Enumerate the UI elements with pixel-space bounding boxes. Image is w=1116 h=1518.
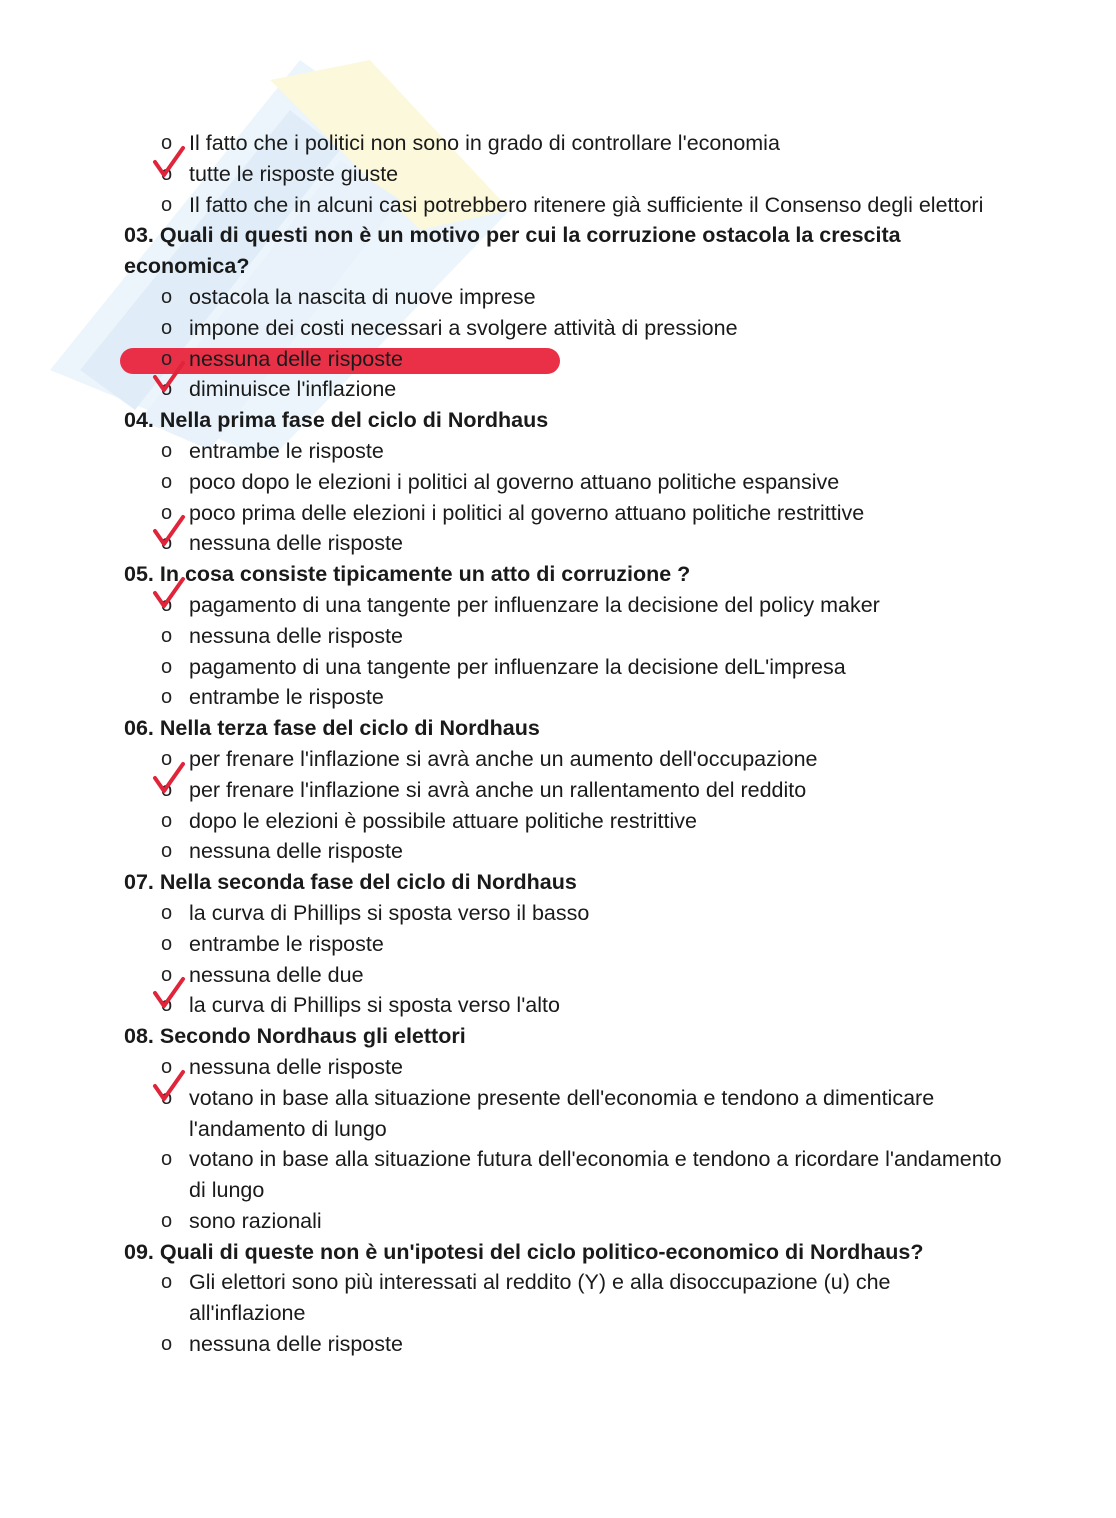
answer-option xyxy=(124,1329,1004,1360)
answer-option-text: votano in base alla situazione futura dell'economia e tendono a ricordare l'andamento di lungo xyxy=(189,1147,1002,1203)
answer-option-text: ostacola la nascita di nuove imprese xyxy=(189,284,536,309)
bullet-icon: o xyxy=(161,132,173,154)
checkmark-icon xyxy=(152,1069,186,1103)
question-heading: 06. Nella terza fase del ciclo di Nordhaus xyxy=(124,716,540,741)
answer-option xyxy=(124,374,1004,405)
answer-option-text: Il fatto che i politici non sono in grado di controllare l'economia xyxy=(189,131,780,155)
answer-option xyxy=(124,128,1004,159)
checkmark-icon xyxy=(152,761,186,795)
answer-option xyxy=(124,313,1004,344)
answer-option xyxy=(124,498,1004,529)
bullet-icon: o xyxy=(161,1086,173,1109)
checkmark-icon xyxy=(152,145,186,179)
bullet-icon: o xyxy=(161,901,173,924)
question-heading: 05. In cosa consiste tipicamente un atto di corruzione ? xyxy=(124,562,691,587)
bullet-icon: o xyxy=(161,655,173,678)
bullet-icon: o xyxy=(161,470,173,493)
bullet-icon: o xyxy=(161,1148,173,1171)
answer-option-text: pagamento di una tangente per influenzare la decisione del policy maker xyxy=(189,592,880,617)
answer-option xyxy=(124,344,1004,375)
answer-option xyxy=(124,806,1004,837)
bullet-icon: o xyxy=(161,378,173,401)
answer-option-text: nessuna delle risposte xyxy=(189,346,403,371)
answer-option-text: tutte le risposte giuste xyxy=(189,161,399,186)
checkmark-icon xyxy=(152,514,186,548)
bullet-icon: o xyxy=(161,501,173,524)
answer-option xyxy=(124,652,1004,683)
answer-option-text: per frenare l'inflazione si avrà anche un rallentamento del reddito xyxy=(189,777,807,802)
answer-option xyxy=(124,1083,1004,1145)
answer-option xyxy=(124,436,1004,467)
bullet-icon: o xyxy=(161,624,173,647)
answer-option xyxy=(124,1052,1004,1083)
bullet-icon: o xyxy=(161,1333,173,1356)
answer-option-text: votano in base alla situazione presente dell'economia e tendono a dimenticare l'andamento di lungo xyxy=(189,1085,935,1141)
bullet-icon: o xyxy=(161,593,173,616)
answer-option xyxy=(124,528,1004,559)
question-heading: 04. Nella prima fase del ciclo di Nordhaus xyxy=(124,408,549,433)
answer-option-text: diminuisce l'inflazione xyxy=(189,377,397,402)
answer-option-text: nessuna delle risposte xyxy=(189,839,403,864)
answer-option xyxy=(124,159,1004,190)
answer-option xyxy=(124,960,1004,991)
answer-option-text: sono razionali xyxy=(189,1208,322,1233)
bullet-icon: o xyxy=(161,686,173,709)
question-heading: 03. Quali di questi non è un motivo per cui la corruzione ostacola la crescita economica? xyxy=(124,223,901,279)
answer-option xyxy=(124,775,1004,806)
checkmark-icon xyxy=(152,576,186,610)
answer-option-text: per frenare l'inflazione si avrà anche un aumento dell'occupazione xyxy=(189,746,818,771)
answer-option-text: dopo le elezioni è possibile attuare politiche restrittive xyxy=(189,808,697,833)
bullet-icon: o xyxy=(161,193,173,216)
bullet-icon: o xyxy=(161,747,173,770)
question-heading: 08. Secondo Nordhaus gli elettori xyxy=(124,1024,466,1049)
answer-option xyxy=(124,1267,1004,1329)
bullet-icon: o xyxy=(161,994,173,1017)
answer-option xyxy=(124,898,1004,929)
bullet-icon: o xyxy=(161,316,173,339)
answer-option-text: impone dei costi necessari a svolgere attività di pressione xyxy=(189,315,738,340)
answer-option-text: entrambe le risposte xyxy=(189,438,384,463)
bullet-icon: o xyxy=(161,840,173,863)
bullet-icon: o xyxy=(161,347,173,370)
bullet-icon: o xyxy=(161,778,173,801)
bullet-icon: o xyxy=(161,162,173,185)
bullet-icon: o xyxy=(161,285,173,308)
answer-option xyxy=(124,1144,1004,1206)
answer-option-text: poco prima delle elezioni i politici al governo attuano politiche restrittive xyxy=(189,500,865,525)
document-page xyxy=(124,128,1004,1360)
answer-option-text: Gli elettori sono più interessati al reddito (Y) e alla disoccupazione (u) che all'inflazione xyxy=(189,1270,891,1326)
answer-option xyxy=(124,621,1004,652)
bullet-icon: o xyxy=(161,963,173,986)
answer-option-text: entrambe le risposte xyxy=(189,685,384,710)
answer-option-text: nessuna delle due xyxy=(189,962,364,987)
bullet-icon: o xyxy=(161,1209,173,1232)
question-heading: 09. Quali di queste non è un'ipotesi del ciclo politico-economico di Nordhaus? xyxy=(124,1239,924,1264)
answer-option xyxy=(124,467,1004,498)
answer-option-text: nessuna delle risposte xyxy=(189,531,403,556)
bullet-icon: o xyxy=(161,439,173,462)
answer-option-text: poco dopo le elezioni i politici al governo attuano politiche espansive xyxy=(189,469,840,494)
answer-option-text: nessuna delle risposte xyxy=(189,1054,403,1079)
answer-option-text: pagamento di una tangente per influenzare la decisione delL'impresa xyxy=(189,654,846,679)
answer-option-text: la curva di Phillips si sposta verso il basso xyxy=(189,900,590,925)
answer-option-text: Il fatto che in alcuni casi potrebbero ritenere già sufficiente il Consenso degli elettori xyxy=(189,192,984,217)
answer-option-text: entrambe le risposte xyxy=(189,931,384,956)
answer-option xyxy=(124,990,1004,1021)
checkmark-icon xyxy=(152,976,186,1010)
answer-option xyxy=(124,190,1004,221)
answer-option xyxy=(124,744,1004,775)
answer-option xyxy=(124,1206,1004,1237)
bullet-icon: o xyxy=(161,932,173,955)
answer-option xyxy=(124,590,1004,621)
checkmark-icon xyxy=(152,360,186,394)
bullet-icon: o xyxy=(161,1055,173,1078)
bullet-icon: o xyxy=(161,532,173,555)
bullet-icon: o xyxy=(161,809,173,832)
bullet-icon: o xyxy=(161,1271,173,1294)
question-heading: 07. Nella seconda fase del ciclo di Nordhaus xyxy=(124,870,577,895)
answer-option xyxy=(124,929,1004,960)
answer-option xyxy=(124,836,1004,867)
answer-option-text: la curva di Phillips si sposta verso l'alto xyxy=(189,993,560,1018)
answer-option-text: nessuna delle risposte xyxy=(189,1332,403,1357)
answer-option xyxy=(124,682,1004,713)
answer-option-text: nessuna delle risposte xyxy=(189,623,403,648)
answer-option xyxy=(124,282,1004,313)
